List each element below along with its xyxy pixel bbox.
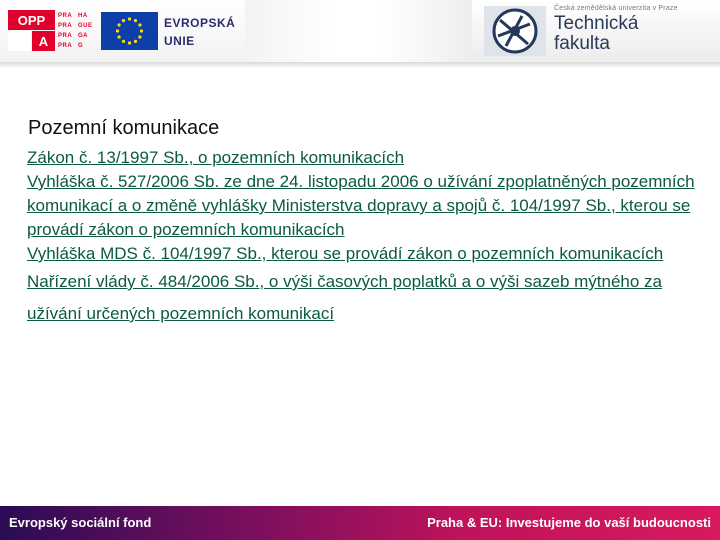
eu-label-line1: EVROPSKÁ xyxy=(164,16,236,30)
law-links-list xyxy=(27,146,697,330)
praha-word: PRA xyxy=(58,23,73,29)
law-link-zakon-13-1997[interactable]: Zákon č. 13/1997 Sb., o pozemních komunikacích xyxy=(27,148,405,167)
praha-word: G xyxy=(78,43,84,49)
page-title: Pozemní komunikace xyxy=(28,117,220,139)
law-link-vyhlaska-527-2006[interactable]: Vyhláška č. 527/2006 Sb. ze dne 24. listopadu 2006 o užívání zpoplatněných pozemních komunikací a o změně vyhlášky Ministerstva dopravy a spojů č. 104/1997 Sb., kterou se provádí zákon o pozemních komunikacích xyxy=(27,172,695,239)
oppa-logo-bottom: A xyxy=(32,31,55,51)
praha-word: HA xyxy=(78,13,88,19)
praha-word: PRA xyxy=(58,43,73,49)
faculty-name-line1: Technická xyxy=(554,13,639,34)
oppa-logo xyxy=(8,10,56,52)
oppa-logo-top: OPP xyxy=(8,10,55,30)
law-link-narizeni-484-2006[interactable]: Nařízení vlády č. 484/2006 Sb., o výši časových poplatků a o výši sazeb mýtného za užívání určených pozemních komunikací xyxy=(27,272,663,323)
faculty-name-line2: fakulta xyxy=(554,33,610,54)
oppa-logo-blank xyxy=(8,31,31,51)
praha-wordmark xyxy=(58,11,98,51)
praha-word: GUE xyxy=(78,23,93,29)
header xyxy=(0,0,720,70)
faculty-emblem-icon xyxy=(484,6,546,56)
university-name: Česká zemědělská univerzita v Praze xyxy=(554,5,678,12)
eu-label xyxy=(164,14,235,50)
eu-label-line2: UNIE xyxy=(164,34,195,48)
praha-word: PRA xyxy=(58,13,73,19)
footer xyxy=(0,506,720,540)
footer-esf-label: Evropský sociální fond xyxy=(9,515,152,530)
faculty-name xyxy=(554,14,639,54)
footer-slogan: Praha & EU: Investujeme do vaší budoucnosti xyxy=(427,515,711,530)
eu-flag-icon xyxy=(101,12,158,50)
praha-word: PRA xyxy=(58,33,73,39)
header-center-band xyxy=(245,0,472,62)
law-link-vyhlaska-104-1997[interactable]: Vyhláška MDS č. 104/1997 Sb., kterou se provádí zákon o pozemních komunikacích xyxy=(27,244,664,263)
praha-word: GA xyxy=(78,33,88,39)
header-divider xyxy=(0,62,720,68)
